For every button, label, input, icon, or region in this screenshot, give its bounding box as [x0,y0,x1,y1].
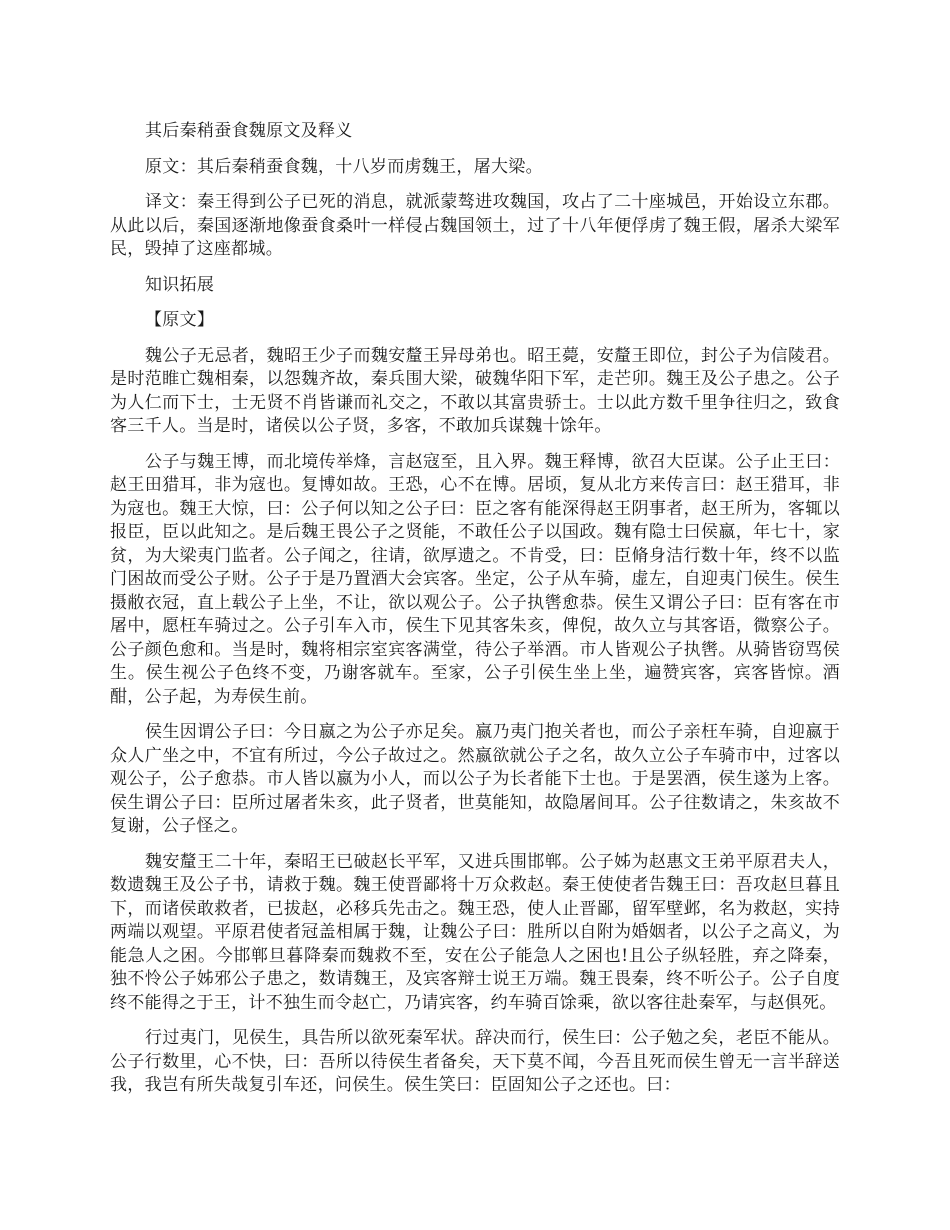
paragraph-translation: 译文：秦王得到公子已死的消息，就派蒙骜进攻魏国，攻占了二十座城邑，开始设立东郡。从此以后，秦国逐渐地像蚕食桑叶一样侵占魏国领土，过了十八年便俘虏了魏王假，屠杀大梁军民，毁掉了这座都城。 [110,192,840,259]
paragraph-body: 行过夷门，见侯生，具告所以欲死秦军状。辞决而行，侯生曰：公子勉之矣，老臣不能从。公子行数里，心不快，曰：吾所以待侯生者备矣，天下莫不闻，今吾且死而侯生曾无一言半辞送我，我岂有所失哉复引车还，问侯生。侯生笑曰：臣固知公子之还也。曰： [110,1028,840,1095]
paragraph-original-text: 原文：其后秦稍蚕食魏，十八岁而虏魏王，屠大梁。 [145,156,543,177]
section-heading-original: 【原文】 [145,310,215,330]
paragraph-body: 魏安釐王二十年，秦昭王已破赵长平军，又进兵围邯郸。公子姊为赵惠文王弟平原君夫人，数遗魏王及公子书，请救于魏。魏王使晋鄙将十万众救赵。秦王使使者告魏王曰：吾攻赵旦暮且下，而诸侯敢救者，已拔赵，必移兵先击之。魏王恐，使人止晋鄙，留军壁邺，名为救赵，实持两端以观望。平原君使者冠盖相属于魏，让魏公子曰：胜所以自附为婚姻者，以公子之高义，为能急人之困。今邯郸旦暮降秦而魏救不至，安在公子能急人之困也!且公子纵轻胜，弃之降秦，独不怜公子姊邪公子患之，数请魏王，及宾客辩士说王万端。魏王畏秦，终不听公子。公子自度终不能得之于王，计不独生而令赵亡，乃请宾客，约车骑百馀乘，欲以客往赴秦军，与赵俱死。 [110,851,840,1013]
paragraph-body: 公子与魏王博，而北境传举烽，言赵寇至，且入界。魏王释博，欲召大臣谋。公子止王曰：赵王田猎耳，非为寇也。复博如故。王恐，心不在博。居顷，复从北方来传言曰：赵王猎耳，非为寇也。魏王大惊，曰：公子何以知之公子曰：臣之客有能深得赵王阴事者，赵王所为，客辄以报臣，臣以此知之。是后魏王畏公子之贤能，不敢任公子以国政。魏有隐士曰侯嬴，年七十，家贫，为大梁夷门监者。公子闻之，往请，欲厚遗之。不肯受，曰：臣脩身洁行数十年，终不以监门困故而受公子财。公子于是乃置酒大会宾客。坐定，公子从车骑，虚左，自迎夷门侯生。侯生摄敝衣冠，直上载公子上坐，不让，欲以观公子。公子执辔愈恭。侯生又谓公子曰：臣有客在市屠中，愿枉车骑过之。公子引车入市，侯生下见其客朱亥，俾倪，故久立与其客语，微察公子。公子颜色愈和。当是时，魏将相宗室宾客满堂，待公子举酒。市人皆观公子执辔。从骑皆窃骂侯生。侯生视公子色终不变，乃谢客就车。至家，公子引侯生坐上坐，遍赞宾客，宾客皆惊。酒酣，公子起，为寿侯生前。 [110,451,840,707]
document-title: 其后秦稍蚕食魏原文及释义 [145,121,353,141]
document-page [110,120,840,1110]
paragraph-body: 侯生因谓公子曰：今日嬴之为公子亦足矣。嬴乃夷门抱关者也，而公子亲枉车骑，自迎嬴于众人广坐之中，不宜有所过，今公子故过之。然嬴欲就公子之名，故久立公子车骑市中，过客以观公子，公子愈恭。市人皆以嬴为小人，而以公子为长者能下士也。于是罢酒，侯生遂为上客。侯生谓公子曰：臣所过屠者朱亥，此子贤者，世莫能知，故隐屠间耳。公子往数请之，朱亥故不复谢，公子怪之。 [110,722,840,836]
paragraph-body: 魏公子无忌者，魏昭王少子而魏安釐王异母弟也。昭王薨，安釐王即位，封公子为信陵君。是时范睢亡魏相秦，以怨魏齐故，秦兵围大梁，破魏华阳下军，走芒卯。魏王及公子患之。公子为人仁而下士，士无贤不肖皆谦而礼交之，不敢以其富贵骄士。士以此方数千里争往归之，致食客三千人。当是时，诸侯以公子贤，多客，不敢加兵谋魏十馀年。 [110,345,840,436]
section-heading-knowledge-extension: 知识拓展 [145,274,215,295]
